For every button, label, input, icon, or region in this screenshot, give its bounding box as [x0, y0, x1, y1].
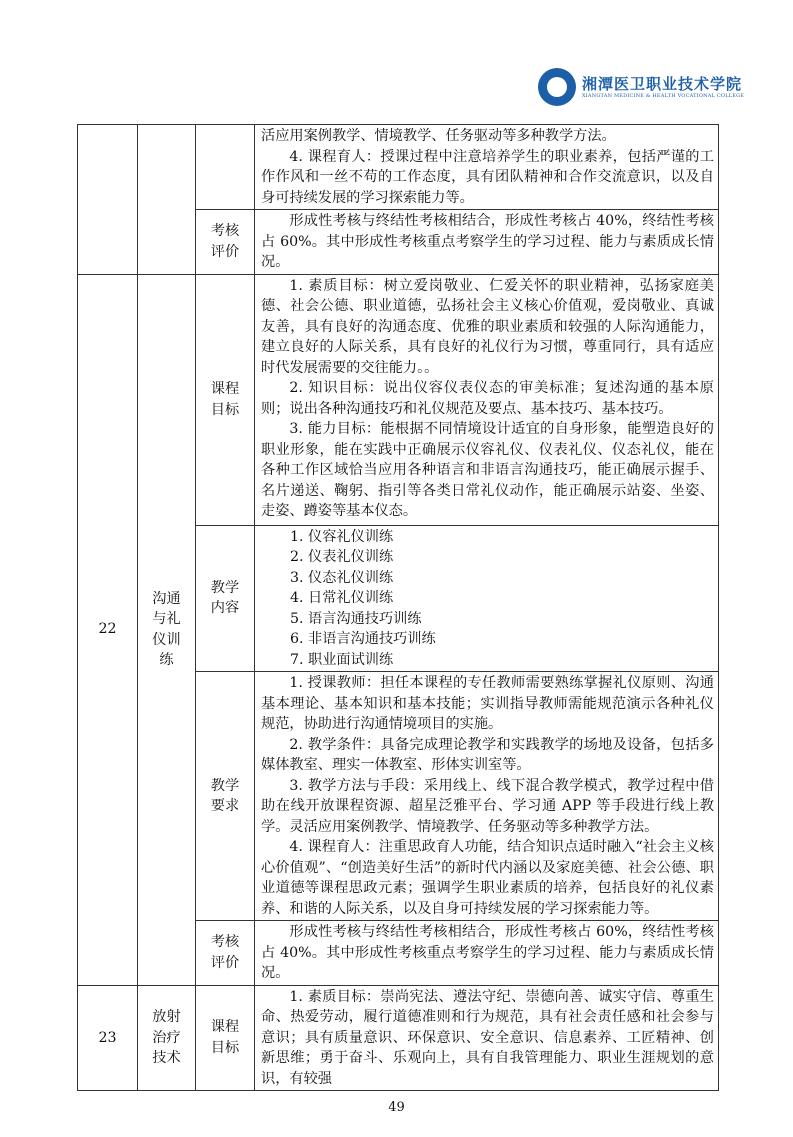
teaching-requirements-cell [255, 672, 719, 921]
paragraph: 4. 课程育人：授课过程中注意培养学生的职业素养，包括严谨的工作作风和一丝不苟的工作态度，具有团队精神和合作交流意识，以及自身可持续发展的学习探索能力等。 [261, 148, 714, 206]
paragraph: 3. 能力目标：能根据不同情境设计适宜的自身形象，能塑造良好的职业形象，能在实践中正确展示仪容礼仪、仪表礼仪、仪态礼仪，能在各种工作区域恰当应用各种语言和非语言沟通技巧，能正确展示握手、名片递送、鞠躬、指引等各类日常礼仪动作，能正确展示站姿、坐姿、走姿、蹲姿等基本仪态。 [261, 421, 714, 519]
course-number: 23 [78, 985, 138, 1091]
course-name: 放射治疗技术 [138, 985, 196, 1091]
content-label: 教学内容 [196, 525, 255, 672]
course-goals-cell [255, 274, 719, 525]
assessment-cell [255, 210, 719, 275]
empty-cell [196, 125, 255, 210]
page-number: 49 [388, 1100, 405, 1115]
list-item: 2. 仪表礼仪训练 [290, 549, 394, 565]
paragraph: 2. 知识目标：说出仪容仪表仪态的审美标准；复述沟通的基本原则；说出各种沟通技巧和礼仪规范及要点、基本技巧、基本技巧。 [261, 380, 714, 417]
teaching-requirements-cell [255, 125, 719, 210]
logo-chinese-name: 湘潭医卫职业技术学院 [582, 74, 743, 93]
empty-cell [78, 125, 138, 275]
list-item: 7. 职业面试训练 [290, 651, 394, 668]
course-goals-text: 1. 素质目标：崇尚宪法、遵法守纪、崇德向善、诚实守信、尊重生命、热爱劳动，履行道德准则和行为规范，具有社会责任感和社会参与意识；具有质量意识、环保意识、安全意识、信息素养、工匠精神、创新思维；勇于奋斗、乐观向上，具有自我管理能力、职业生涯规划的意识，有较强 [261, 988, 714, 1087]
curriculum-table [77, 124, 719, 1091]
paragraph: 1. 素质目标：树立爱岗敬业、仁爱关怀的职业精神，弘扬家庭美德、社会公德、职业道德，弘扬社会主义核心价值观，爱岗敬业、真诚友善，具有良好的沟通态度、优雅的职业素质和较强的人际沟通能力，建立良好的人际关系，具有良好的礼仪行为习惯，尊重同行，具有适应时代发展需要的交往能力。。 [261, 277, 714, 376]
course-name: 沟通与礼仪训练 [138, 274, 196, 985]
table-row [78, 125, 719, 210]
course-goals-cell [255, 985, 719, 1091]
requirements-label: 教学要求 [196, 672, 255, 921]
list-item: 5. 语言沟通技巧训练 [290, 610, 422, 627]
paragraph: 活应用案例教学、情境教学、任务驱动等多种教学方法。 [261, 128, 616, 144]
list-item: 1. 仪容礼仪训练 [290, 528, 394, 545]
paragraph: 2. 教学条件：具备完成理论教学和实践教学的场地及设备，包括多媒体教室、理实一体教室、形体实训室等。 [261, 736, 714, 773]
list-item: 6. 非语言沟通技巧训练 [290, 631, 436, 647]
teaching-content-cell [255, 525, 719, 672]
empty-cell [138, 125, 196, 275]
course-number: 22 [78, 274, 138, 985]
assessment-label: 考核评价 [196, 210, 255, 275]
assessment-text: 形成性考核与终结性考核相结合，形成性考核占 40%，终结性考核占 60%。其中形成性考核重点考察学生的学习过程、能力与素质成长情况。 [261, 213, 714, 270]
list-item: 3. 仪态礼仪训练 [290, 569, 394, 586]
assessment-cell [255, 921, 719, 986]
college-seal-icon [538, 68, 576, 106]
paragraph: 4. 课程育人：注重思政育人功能，结合知识点适时融入“社会主义核心价值观”、“创造美好生活”的新时代内涵以及家庭美德、社会公德、职业道德等课程思政元素；强调学生职业素质的培养，包括良好的礼仪素养、和谐的人际关系，以及自身可持续发展的学习探索能力等。 [261, 839, 714, 917]
assessment-label: 考核评价 [196, 921, 255, 986]
logo-english-name: XIANGTAN MEDICINE & HEALTH VOCATIONAL COLLEGE [582, 92, 745, 99]
list-item: 4. 日常礼仪训练 [290, 590, 394, 606]
paragraph: 3. 教学方法与手段：采用线上、线下混合教学模式，教学过程中借助在线开放课程资源、超星泛雅平台、学习通 APP 等手段进行线上教学。灵活应用案例教学、情境教学、任务驱动等多种教学方法。 [261, 777, 714, 835]
table-row [78, 274, 719, 525]
goal-label: 课程目标 [196, 274, 255, 525]
table-row [78, 985, 719, 1091]
college-logo [538, 68, 744, 106]
paragraph: 1. 授课教师：担任本课程的专任教师需要熟练掌握礼仪原则、沟通基本理论、基本知识和基本技能；实训指导教师需能规范演示各种礼仪规范，协助进行沟通情境项目的实施。 [261, 675, 714, 732]
goal-label: 课程目标 [196, 985, 255, 1091]
logo-text [582, 75, 744, 100]
assessment-text: 形成性考核与终结性考核相结合，形成性考核占 60%，终结性考核占 40%。其中形成性考核重点考察学生的学习过程、能力与素质成长情况。 [261, 924, 714, 981]
